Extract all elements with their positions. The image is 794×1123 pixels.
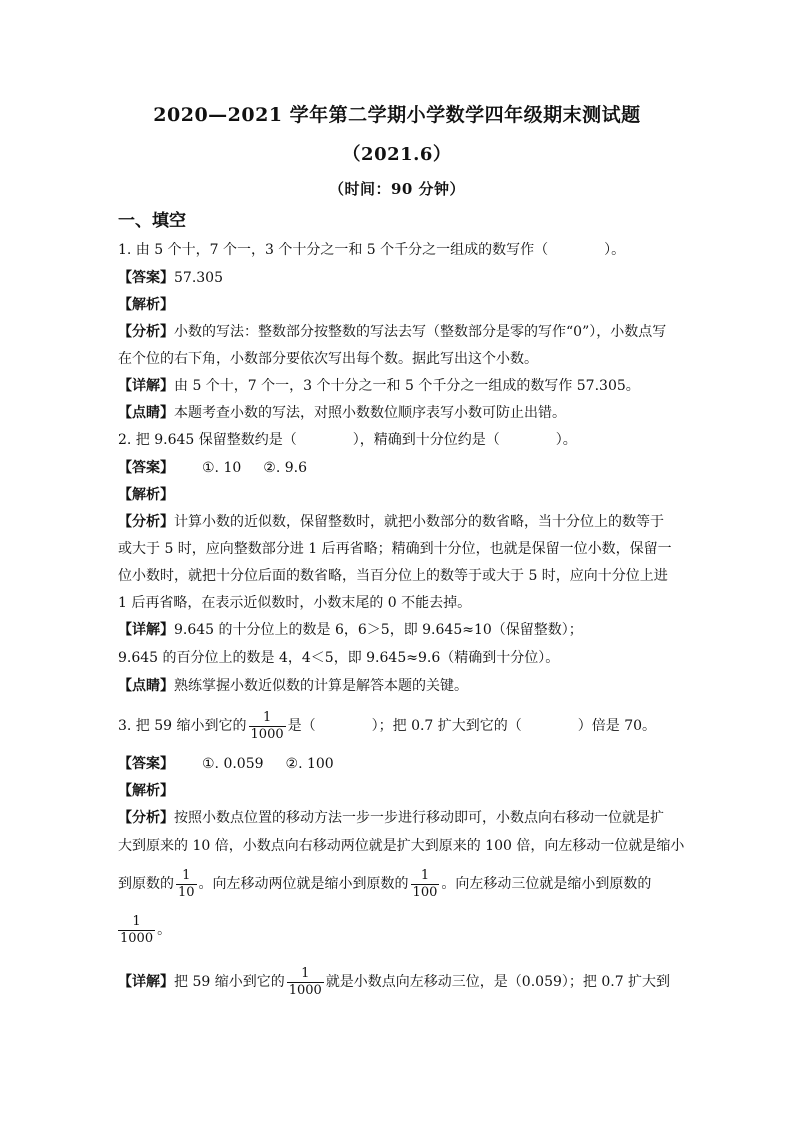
q3-fenxi-text-3c: 。向左移动三位就是缩小到原数的	[441, 876, 652, 892]
q1-analysis-tag: 【解析】	[118, 297, 174, 313]
q3-fenxi-text-4: 。	[157, 922, 172, 938]
q3-detail	[118, 962, 678, 1002]
fraction-numerator: 1	[262, 709, 272, 725]
q3-fenxi-4	[118, 910, 678, 950]
q3-answer-1: ①. 0.059	[202, 756, 264, 772]
question-3-text-d: ）倍是 70。	[577, 718, 657, 734]
q1-answer-row	[118, 268, 678, 288]
q2-analysis-tag: 【解析】	[118, 487, 174, 503]
fraction-numerator: 1	[132, 913, 141, 929]
q3-detail-text-a: 把 59 缩小到它的	[174, 974, 285, 990]
answer-tag: 【答案】	[118, 460, 174, 476]
q1-fenxi-text-1: 小数的写法：整数部分按整数的写法去写（整数部分是零的写作“0”），小数点写	[174, 324, 667, 340]
fraction-one-thousandth	[249, 710, 286, 743]
q1-comment-text: 本题考查小数的写法，对照小数数位顺序表写小数可防止出错。	[174, 405, 566, 421]
q2-comment-text: 熟练掌握小数近似数的计算是解答本题的关键。	[174, 678, 468, 694]
q3-detail-text-b: 就是小数点向左移动三位，是（0.059）；把 0.7 扩大到	[325, 974, 671, 990]
detail-tag: 【详解】	[118, 622, 174, 638]
fraction-one-hundredth	[411, 868, 440, 901]
q2-fenxi-2: 或大于 5 时，应向整数部分进 1 后再省略；精确到十分位，也就是保留一位小数，保留一	[118, 541, 672, 557]
question-1	[118, 240, 678, 260]
fraction-denominator: 10	[178, 884, 195, 900]
question-2	[118, 430, 678, 450]
q3-fenxi-text-3b: 。向左移动两位就是缩小到原数的	[198, 876, 409, 892]
fenxi-tag: 【分析】	[118, 514, 174, 530]
fraction-numerator: 1	[420, 867, 430, 883]
q3-fenxi-2: 大到原来的 10 倍，小数点向右移动两位就是扩大到原来的 100 倍，向左移动一位就是缩小	[118, 838, 685, 854]
question-1-end: ）。	[604, 242, 626, 258]
comment-tag: 【点睛】	[118, 405, 174, 421]
time-limit: （时间：90 分钟）	[328, 180, 466, 198]
q3-answer-2: ②. 100	[285, 756, 334, 772]
question-3-text-a: 3. 把 59 缩小到它的	[118, 718, 247, 734]
q2-detail-1	[118, 620, 678, 640]
comment-tag: 【点睛】	[118, 678, 174, 694]
fraction-numerator: 1	[301, 965, 310, 981]
detail-tag: 【详解】	[118, 974, 174, 990]
q1-answer: 57.305	[174, 270, 223, 286]
q2-fenxi-1	[118, 512, 678, 532]
q1-fenxi-2: 在个位的右下角，小数部分要依次写出每个数。据此写出这个小数。	[118, 351, 538, 367]
q2-answer-1: ①. 10	[202, 460, 242, 476]
q3-answer-row	[118, 754, 678, 774]
question-2-text-b: ），精确到十分位约是（	[352, 432, 500, 448]
q2-detail-2: 9.645 的百分位上的数是 4，4＜5，即 9.645≈9.6（精确到十分位）。	[118, 650, 560, 666]
fenxi-tag: 【分析】	[118, 810, 174, 826]
document-date: （2021.6）	[342, 144, 452, 165]
q2-answer-row	[118, 458, 678, 478]
q1-detail-text: 由 5 个十，7 个一，3 个十分之一和 5 个千分之一组成的数写作 57.305。	[174, 378, 640, 394]
question-3-text-c: ）；把 0.7 扩大到它的（	[371, 718, 522, 734]
answer-tag: 【答案】	[118, 756, 174, 772]
fraction-one-thousandth	[287, 966, 324, 999]
q1-detail	[118, 376, 678, 396]
q3-analysis-tag: 【解析】	[118, 783, 174, 799]
q1-comment	[118, 403, 678, 423]
q2-comment	[118, 676, 678, 696]
fraction-denominator: 100	[412, 884, 438, 900]
fraction-denominator: 1000	[250, 726, 284, 742]
fraction-one-tenth	[176, 868, 197, 901]
section-heading: 一、填空	[118, 211, 186, 231]
q2-detail-text-1: 9.645 的十分位上的数是 6，6＞5，即 9.645≈10（保留整数）；	[174, 622, 583, 638]
document-title: 2020—2021 学年第二学期小学数学四年级期末测试题	[153, 104, 641, 126]
q3-fenxi-text-1: 按照小数点位置的移动方法一步一步进行移动即可，小数点向右移动一位就是扩	[174, 810, 664, 826]
q3-fenxi-1	[118, 808, 678, 828]
question-3-text-b: 是（	[287, 718, 316, 734]
q1-fenxi-1	[118, 322, 678, 342]
question-2-text-c: ）。	[555, 432, 577, 448]
q2-fenxi-4: 1 后再省略，在表示近似数时，小数末尾的 0 不能去掉。	[118, 595, 472, 611]
fraction-denominator: 1000	[120, 930, 154, 946]
question-2-text-a: 2. 把 9.645 保留整数约是（	[118, 432, 297, 448]
detail-tag: 【详解】	[118, 378, 174, 394]
question-3	[118, 706, 678, 746]
q3-fenxi-3	[118, 864, 678, 904]
q3-fenxi-text-3a: 到原数的	[118, 876, 174, 892]
q2-fenxi-3: 位小数时，就把十分位后面的数省略，当百分位上的数等于或大于 5 时，应向十分位上进	[118, 568, 668, 584]
q2-answer-2: ②. 9.6	[263, 460, 307, 476]
fraction-numerator: 1	[182, 867, 191, 883]
fraction-one-thousandth	[118, 914, 155, 947]
fraction-denominator: 1000	[288, 982, 322, 998]
fenxi-tag: 【分析】	[118, 324, 174, 340]
q2-fenxi-text-1: 计算小数的近似数，保留整数时，就把小数部分的数省略，当十分位上的数等于	[174, 514, 664, 530]
answer-tag: 【答案】	[118, 270, 174, 286]
question-1-text: 1. 由 5 个十，7 个一，3 个十分之一和 5 个千分之一组成的数写作（	[118, 242, 549, 258]
